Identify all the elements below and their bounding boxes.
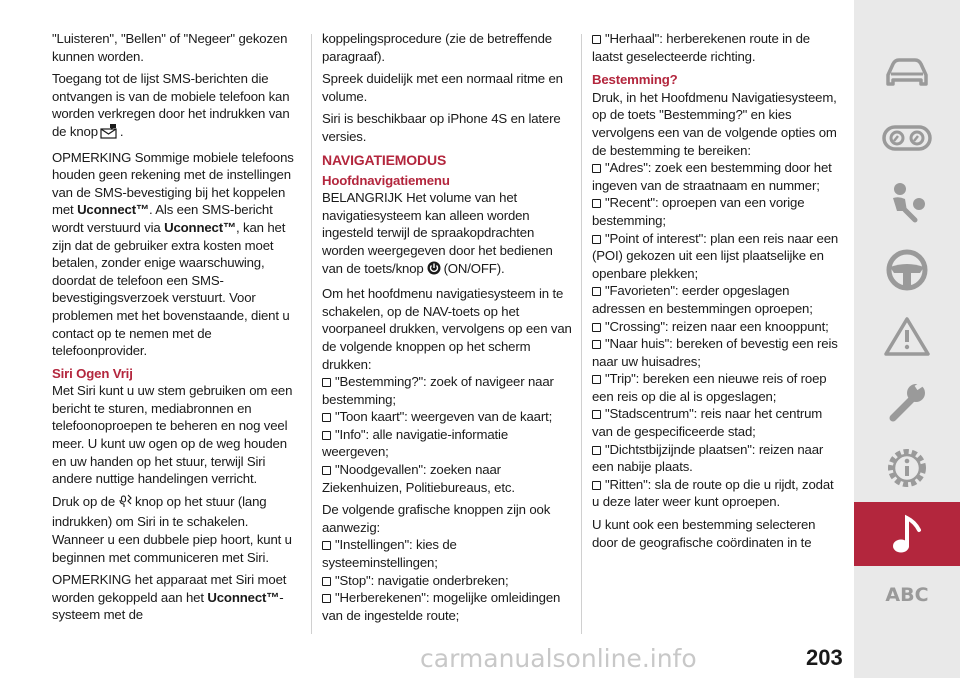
list-item xyxy=(322,589,572,624)
seatbelt-person-icon[interactable] xyxy=(854,172,960,236)
list-item xyxy=(592,230,842,283)
warning-triangle-icon[interactable] xyxy=(854,304,960,368)
column-3 xyxy=(592,30,842,556)
text: (ON/OFF). xyxy=(443,260,505,276)
list-item-text: "Point of interest": plan een reis naar een (POI) gekozen uit een lijst plaatselijke en openbare plekken; xyxy=(592,230,839,281)
list-item-text: "Ritten": sla de route op die u rijdt, zodat u deze later weer kunt oproepen. xyxy=(592,476,834,510)
paragraph: Siri is beschikbaar op iPhone 4S en latere versies. xyxy=(322,111,561,144)
checkbox-bullet-icon xyxy=(322,594,331,603)
list-item-text: "Adres": zoek een bestemming door het ingeven van de straatnaam en nummer; xyxy=(592,160,832,193)
page-number: 203 xyxy=(806,645,843,670)
text: knop op het stuur (lang indrukken) om Siri in te schakelen. Wanneer u een dubbele piep hoort, kunt u beginnen met communiceren met Siri. xyxy=(52,493,292,565)
column-divider xyxy=(581,34,582,634)
option-list xyxy=(322,536,572,624)
option-list xyxy=(592,30,842,65)
paragraph xyxy=(52,70,300,143)
checkbox-bullet-icon xyxy=(592,323,601,332)
list-item-text: "Instellingen": kies de systeeminstellingen; xyxy=(322,537,457,571)
checkbox-bullet-icon xyxy=(592,481,601,490)
power-knob-icon xyxy=(426,260,442,281)
list-item-text: "Herberekenen": mogelijke omleidingen van de ingestelde route; xyxy=(322,590,561,623)
checkbox-bullet-icon xyxy=(592,35,601,44)
watermark: carmanualsonline.info xyxy=(420,644,697,673)
text: -systeem met de xyxy=(52,589,284,623)
checkbox-bullet-icon xyxy=(322,466,331,475)
list-item-text: "Herhaal": herberekenen route in de laatst geselecteerde richting. xyxy=(592,31,810,64)
list-item-text: "Stop": navigatie onderbreken; xyxy=(335,572,509,588)
list-item xyxy=(592,194,842,229)
text: Druk op de xyxy=(52,493,116,509)
list-item xyxy=(322,536,572,571)
section-heading: NAVIGATIEMODUS xyxy=(322,151,447,168)
checkbox-bullet-icon xyxy=(322,541,331,550)
checkbox-bullet-icon xyxy=(592,164,601,173)
list-item xyxy=(322,426,572,461)
gear-info-icon[interactable] xyxy=(854,436,960,500)
list-item-text: "Favorieten": eerder opgeslagen adressen en bestemmingen oproepen; xyxy=(592,283,813,316)
list-item xyxy=(592,282,842,317)
list-item xyxy=(322,408,572,426)
list-item-text: "Info": alle navigatie-informatie weergeven; xyxy=(322,426,509,460)
text: OPMERKING Sommige mobiele telefoons houden geen rekening met de instellingen van de SMS-bevestiging bij het koppelen met xyxy=(52,149,294,218)
checkbox-bullet-icon xyxy=(592,446,601,455)
checkbox-bullet-icon xyxy=(592,410,601,419)
paragraph: De volgende grafische knoppen zijn ook aanwezig: xyxy=(322,502,551,535)
dashboard-gauges-icon[interactable] xyxy=(854,106,960,170)
voice-command-icon xyxy=(117,493,133,514)
section-heading: Siri Ogen Vrij xyxy=(52,365,133,381)
list-item xyxy=(322,461,572,496)
paragraph: Druk, in het Hoofdmenu Navigatiesysteem, op de toets "Bestemming?" en kies vervolgens een van de volgende opties om de bestemming te bereiken: xyxy=(592,89,837,158)
checkbox-bullet-icon xyxy=(592,340,601,349)
checkbox-bullet-icon xyxy=(592,199,601,208)
checkbox-bullet-icon xyxy=(592,375,601,384)
list-item xyxy=(592,405,842,440)
paragraph: U kunt ook een bestemming selecteren door de geografische coördinaten in te xyxy=(592,517,816,550)
list-item xyxy=(592,476,842,511)
paragraph: "Luisteren", "Bellen" of "Negeer" gekozen kunnen worden. xyxy=(52,31,288,64)
text: . Als een SMS-bericht wordt verstuurd via xyxy=(52,202,273,235)
music-note-icon[interactable] xyxy=(854,502,960,566)
subsection-heading: Hoofdnavigatiemenu xyxy=(322,172,450,188)
text: . xyxy=(119,123,124,139)
sms-envelope-icon xyxy=(100,123,118,144)
list-item xyxy=(322,572,572,590)
wrench-icon[interactable] xyxy=(854,370,960,434)
column-divider xyxy=(311,34,312,634)
checkbox-bullet-icon xyxy=(592,287,601,296)
abc-index-label[interactable]: ABC xyxy=(885,584,929,606)
list-item-text: "Recent": oproepen van een vorige bestemming; xyxy=(592,195,805,228)
checkbox-bullet-icon xyxy=(322,378,331,387)
column-1 xyxy=(52,30,300,624)
paragraph: koppelingsprocedure (zie de betreffende paragraaf). xyxy=(322,31,552,64)
list-item-text: "Trip": bereken een nieuwe reis of roep een reis op die al is opgeslagen; xyxy=(592,371,827,404)
chapter-sidebar xyxy=(854,0,960,678)
list-item-text: "Stadscentrum": reis naar het centrum van de gespecificeerde stad; xyxy=(592,406,823,440)
list-item xyxy=(592,335,842,370)
list-item xyxy=(592,30,842,65)
brand-name: Uconnect™ xyxy=(207,589,280,605)
list-item xyxy=(592,318,842,336)
list-item xyxy=(592,370,842,405)
list-item xyxy=(592,159,842,194)
checkbox-bullet-icon xyxy=(322,577,331,586)
list-item xyxy=(322,373,572,408)
paragraph xyxy=(52,493,300,566)
text: Toegang tot de lijst SMS-berichten die ontvangen is van de mobiele telefoon kan worden verkregen door het indrukken van de knop xyxy=(52,71,290,139)
checkbox-bullet-icon xyxy=(592,235,601,244)
text: , kan het zijn dat de gebruiker extra kosten moet betalen, zonder enige waarschuwing, doordat de telefoon een SMS-bevestigingsverzoek verstuurt. Voor problemen met het bovenstaande, dient u contact op te nemen met de telefoonprovider. xyxy=(52,219,290,359)
list-item xyxy=(592,441,842,476)
list-item-text: "Naar huis": bereken of bevestig een reis naar uw huisadres; xyxy=(592,336,838,369)
brand-name: Uconnect™ xyxy=(164,219,236,235)
car-icon[interactable] xyxy=(854,40,960,104)
list-item-text: "Dichtstbijzijnde plaatsen": reizen naar een nabije plaats. xyxy=(592,441,824,475)
checkbox-bullet-icon xyxy=(322,431,331,440)
paragraph: Met Siri kunt u uw stem gebruiken om een bericht te sturen, mediabronnen en telefoonoproepen te beheren en nog veel meer. U kunt uw ogen op de weg houden en uw handen op het stuur, terwijl Siri andere nuttige handelingen verricht. xyxy=(52,383,293,487)
paragraph xyxy=(52,571,300,624)
list-item-text: "Toon kaart": weergeven van de kaart; xyxy=(335,409,553,425)
text: OPMERKING het apparaat met Siri moet worden gekoppeld aan het xyxy=(52,572,287,605)
list-item-text: "Crossing": reizen naar een knooppunt; xyxy=(605,318,829,334)
paragraph xyxy=(322,189,572,280)
brand-name: Uconnect™ xyxy=(77,202,149,218)
option-list xyxy=(592,159,842,511)
section-heading: Bestemming? xyxy=(592,72,678,88)
paragraph xyxy=(52,149,300,360)
paragraph: Om het hoofdmenu navigatiesysteem in te schakelen, op de NAV-toets op het voorpaneel drukken, vervolgens op een van de volgende knoppen op het scherm drukken: xyxy=(322,286,572,372)
option-list xyxy=(322,373,572,496)
steering-wheel-icon[interactable] xyxy=(854,238,960,302)
text: BELANGRIJK Het volume van het navigatiesysteem kan alleen worden ingesteld terwijl de spraakopdrachten worden weergegeven door het bedienen van de toets/knop xyxy=(322,190,553,276)
column-2 xyxy=(322,30,572,624)
list-item-text: "Noodgevallen": zoeken naar Ziekenhuizen, Politiebureaus, etc. xyxy=(322,462,515,495)
list-item-text: "Bestemming?": zoek of navigeer naar bestemming; xyxy=(322,374,554,407)
paragraph: Spreek duidelijk met een normaal ritme en volume. xyxy=(322,71,563,104)
checkbox-bullet-icon xyxy=(322,413,331,422)
